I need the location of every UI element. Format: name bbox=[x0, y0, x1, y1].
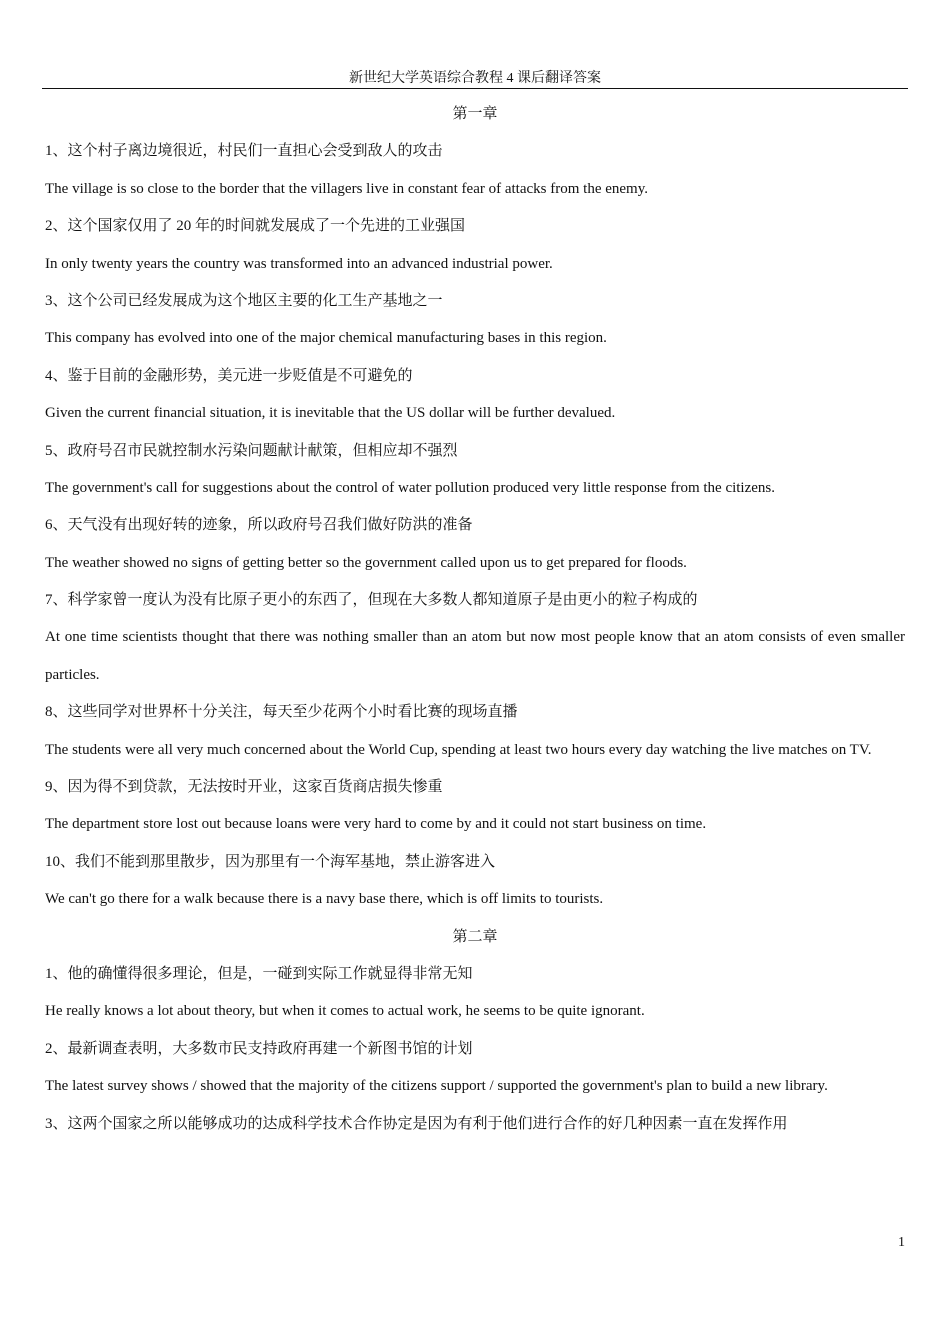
english-translation: In only twenty years the country was transformed into an advanced industrial power. bbox=[45, 255, 553, 272]
chinese-sentence: 8、这些同学对世界杯十分关注，每天至少花两个小时看比赛的现场直播 bbox=[45, 704, 518, 721]
english-translation: The students were all very much concerned about the World Cup, spending at least two hours every day watching the live matches on TV. bbox=[45, 741, 872, 758]
english-translation: The government's call for suggestions about the control of water pollution produced very little response from the citizens. bbox=[45, 479, 776, 496]
running-header: 新世纪大学英语综合教程 4 课后翻译答案 bbox=[349, 71, 601, 86]
chinese-sentence: 1、他的确懂得很多理论，但是，一碰到实际工作就显得非常无知 bbox=[45, 966, 473, 983]
english-translation: The department store lost out because loans were very hard to come by and it could not start business on time. bbox=[45, 816, 707, 833]
chinese-sentence: 3、这个公司已经发展成为这个地区主要的化工生产基地之一 bbox=[45, 292, 443, 309]
chinese-sentence: 6、天气没有出现好转的迹象，所以政府号召我们做好防洪的准备 bbox=[45, 517, 473, 534]
english-translation: The village is so close to the border that the villagers live in constant fear of attacks from the enemy. bbox=[45, 180, 648, 197]
chinese-sentence: 2、这个国家仅用了 20 年的时间就发展成了一个先进的工业强国 bbox=[45, 218, 466, 235]
chapter-title: 第一章 bbox=[452, 106, 498, 122]
chinese-sentence: 7、科学家曾一度认为没有比原子更小的东西了，但现在大多数人都知道原子是由更小的粒子构成的 bbox=[45, 592, 698, 609]
header-rule bbox=[42, 88, 908, 89]
english-translation: The latest survey shows / showed that the majority of the citizens support / supported the government's plan to build a new library. bbox=[45, 1078, 828, 1095]
english-translation: This company has evolved into one of the major chemical manufacturing bases in this region. bbox=[45, 330, 607, 347]
english-translation: Given the current financial situation, it is inevitable that the US dollar will be further devalued. bbox=[45, 405, 616, 422]
chinese-sentence: 4、鉴于目前的金融形势，美元进一步贬值是不可避免的 bbox=[45, 367, 413, 384]
chinese-sentence: 9、因为得不到贷款，无法按时开业，这家百货商店损失惨重 bbox=[45, 779, 443, 796]
chinese-sentence: 3、这两个国家之所以能够成功的达成科学技术合作协定是因为有利于他们进行合作的好几种因素一直在发挥作用 bbox=[45, 1115, 788, 1132]
page-number: 1 bbox=[898, 1235, 905, 1250]
chinese-sentence: 1、这个村子离边境很近，村民们一直担心会受到敌人的攻击 bbox=[45, 143, 443, 160]
english-translation: We can't go there for a walk because there is a navy base there, which is off limits to tourists. bbox=[45, 891, 604, 908]
document-body bbox=[45, 96, 905, 1143]
chinese-sentence: 2、最新调查表明，大多数市民支持政府再建一个新图书馆的计划 bbox=[45, 1040, 473, 1057]
english-translation: At one time scientists thought that there was nothing smaller than an atom but now most people know that an atom consists of even smaller particles. bbox=[45, 629, 905, 683]
chinese-sentence: 5、政府号召市民就控制水污染问题献计献策，但相应却不强烈 bbox=[45, 442, 458, 459]
english-translation: He really knows a lot about theory, but when it comes to actual work, he seems to be quite ignorant. bbox=[45, 1003, 645, 1020]
chinese-sentence: 10、我们不能到那里散步，因为那里有一个海军基地，禁止游客进入 bbox=[45, 853, 496, 870]
chapter-title: 第二章 bbox=[452, 928, 498, 945]
english-translation: The weather showed no signs of getting better so the government called upon us to get prepared for floods. bbox=[45, 554, 687, 571]
